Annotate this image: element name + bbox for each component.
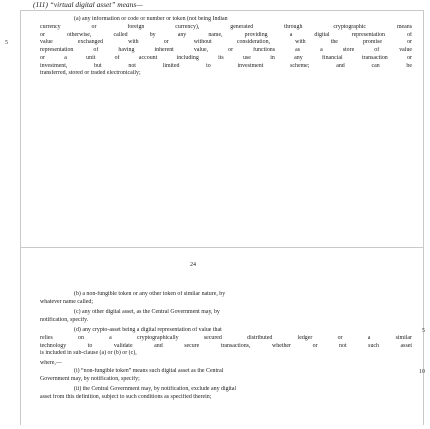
clause-a-line: transferred, stored or traded electronically;	[40, 70, 141, 77]
clause-d	[40, 327, 412, 358]
clause-a-line: or a unit of account including its use in any financial transaction or	[40, 54, 412, 61]
clause-a	[40, 16, 412, 78]
clause-c	[40, 309, 412, 325]
clause-c-line: (c) any other digital asset, as the Central Government may, by	[74, 309, 220, 315]
section-heading: (111) “virtual digital asset” means—	[33, 0, 143, 9]
where-line: where,—	[40, 360, 62, 366]
clause-c-line: notification, specify.	[40, 316, 89, 323]
clause-a-line: representation of having inherent value, or functions as a store of value	[40, 47, 412, 53]
clause-ii-line: (ii) the Central Government may, by notification, exclude any digital	[74, 386, 237, 392]
clause-i-line: Government may, by notification, specify;	[40, 375, 140, 382]
clause-d-line: relies on a cryptographically secured distributed ledger or a similar	[40, 334, 412, 341]
clause-ii	[40, 386, 412, 402]
clause-d-line: technology to validate and secure transactions, whether or not such asset	[40, 342, 412, 349]
margin-line-number: 5	[5, 40, 8, 46]
clause-i-line: (i) “non-fungible token” means such digital asset as the Central	[74, 368, 224, 374]
margin-line-number: 10	[419, 369, 425, 375]
clause-d-line: (d) any crypto-asset being a digital representation of value that	[74, 327, 222, 333]
clause-d-line: is included in sub-clause (a) or (b) or (c),	[40, 350, 137, 357]
clause-a-line: investment, but not limited to investment scheme; and can be	[40, 62, 412, 69]
clause-b-line: (b) a non-fungible token or any other token of similar nature, by	[74, 291, 226, 297]
clause-a-line: (a) any information or code or number or token (not being Indian	[74, 16, 228, 22]
where-clause	[40, 360, 412, 368]
clause-b	[40, 291, 412, 307]
clause-a-line: or otherwise, called by any name, providing a digital representation of	[40, 31, 412, 38]
clause-a-line: currency or foreign currency), generated through cryptographic means	[40, 23, 412, 30]
margin-line-number: 5	[422, 328, 425, 334]
clause-b-line: whatever name called;	[40, 298, 93, 305]
clause-i	[40, 368, 412, 384]
clause-ii-line: asset from this definition, subject to such conditions as specified therein;	[40, 393, 212, 400]
clause-a-line: value exchanged with or without consideration, with the promise or	[40, 39, 412, 46]
page-number: 24	[190, 262, 196, 268]
